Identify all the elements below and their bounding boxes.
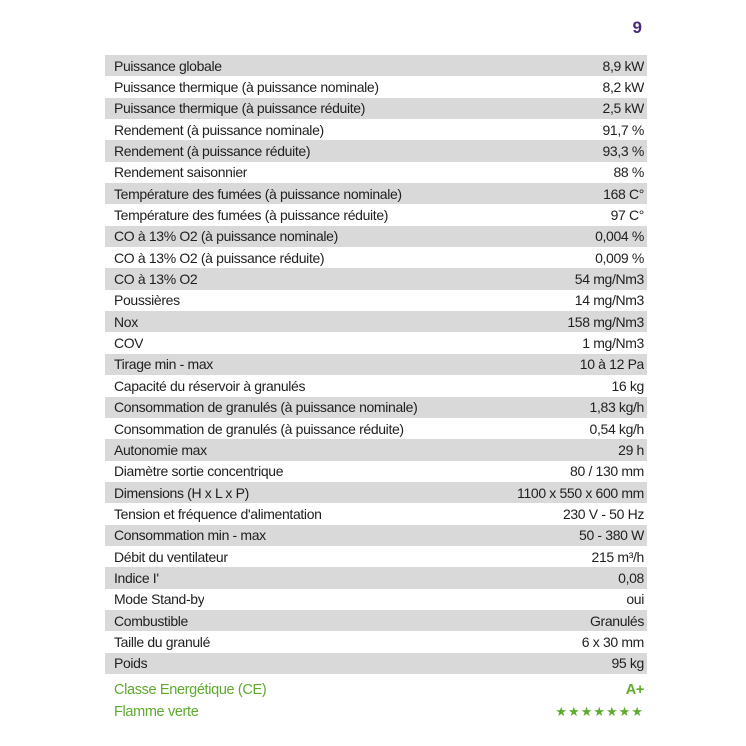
spec-row xyxy=(105,631,647,652)
spec-value: 29 h xyxy=(618,441,644,458)
spec-label: Débit du ventilateur xyxy=(114,548,228,565)
energy-class-label: Classe Energétique (CE) xyxy=(114,682,267,698)
spec-label: Indice I' xyxy=(114,569,159,586)
spec-row xyxy=(105,183,647,204)
spec-row xyxy=(105,140,647,161)
spec-label: Rendement (à puissance nominale) xyxy=(114,121,324,138)
spec-label: Nox xyxy=(114,313,138,330)
spec-row xyxy=(105,204,647,225)
energy-class-value: A+ xyxy=(625,682,644,698)
spec-value: 0,54 kg/h xyxy=(589,420,644,437)
spec-value: 88 % xyxy=(613,164,644,181)
spec-row xyxy=(105,76,647,97)
spec-label: Poids xyxy=(114,655,148,672)
spec-value: 14 mg/Nm3 xyxy=(574,292,644,309)
spec-value: 1100 x 550 x 600 mm xyxy=(517,484,644,501)
spec-row xyxy=(105,332,647,353)
spec-row xyxy=(105,461,647,482)
spec-value: 0,004 % xyxy=(595,228,644,245)
spec-value: 215 m³/h xyxy=(591,548,644,565)
spec-row xyxy=(105,98,647,119)
spec-label: Rendement (à puissance réduite) xyxy=(114,143,311,160)
green-flame-stars-icon: ★★★★★★★ xyxy=(555,704,644,719)
energy-rows xyxy=(105,679,647,723)
spec-row xyxy=(105,439,647,460)
spec-row xyxy=(105,610,647,631)
spec-label: Capacité du réservoir à granulés xyxy=(114,377,306,394)
spec-row xyxy=(105,546,647,567)
spec-value: 50 - 380 W xyxy=(579,527,644,544)
spec-value: 6 x 30 mm xyxy=(581,633,644,650)
energy-class-row xyxy=(105,679,647,701)
spec-value: 158 mg/Nm3 xyxy=(567,313,644,330)
spec-row xyxy=(105,162,647,183)
spec-value: 95 kg xyxy=(611,655,644,672)
spec-value: 54 mg/Nm3 xyxy=(574,271,644,288)
spec-label: CO à 13% O2 (à puissance réduite) xyxy=(114,249,325,266)
spec-row xyxy=(105,354,647,375)
spec-label: Combustible xyxy=(114,612,188,629)
spec-label: Dimensions (H x L x P) xyxy=(114,484,249,501)
spec-label: Puissance thermique (à puissance réduite) xyxy=(114,100,366,117)
spec-value: 230 V - 50 Hz xyxy=(562,505,644,522)
spec-row xyxy=(105,589,647,610)
spec-row xyxy=(105,397,647,418)
spec-value: 0,009 % xyxy=(595,249,644,266)
page-number: 9 xyxy=(632,18,642,37)
spec-value: 10 à 12 Pa xyxy=(579,356,644,373)
spec-value: 1,83 kg/h xyxy=(589,399,644,416)
spec-row xyxy=(105,119,647,140)
spec-label: Température des fumées (à puissance nominale) xyxy=(114,185,402,202)
spec-table xyxy=(105,55,647,674)
spec-value: 16 kg xyxy=(611,377,644,394)
spec-label: Taille du granulé xyxy=(114,633,211,650)
spec-row xyxy=(105,55,647,76)
spec-row xyxy=(105,482,647,503)
spec-row xyxy=(105,418,647,439)
spec-row xyxy=(105,311,647,332)
spec-value: 80 / 130 mm xyxy=(570,463,644,480)
spec-row xyxy=(105,653,647,674)
spec-label: Poussières xyxy=(114,292,180,309)
green-flame-label: Flamme verte xyxy=(114,704,199,720)
spec-value: oui xyxy=(626,591,644,608)
spec-label: Puissance globale xyxy=(114,57,222,74)
spec-row xyxy=(105,290,647,311)
spec-value: 0,08 xyxy=(618,569,644,586)
spec-value: 97 C° xyxy=(610,207,644,224)
spec-label: Puissance thermique (à puissance nominale) xyxy=(114,79,379,96)
spec-value: Granulés xyxy=(589,612,644,629)
spec-label: CO à 13% O2 (à puissance nominale) xyxy=(114,228,338,245)
spec-label: Diamètre sortie concentrique xyxy=(114,463,284,480)
spec-row xyxy=(105,226,647,247)
spec-value: 1 mg/Nm3 xyxy=(582,335,644,352)
spec-value: 8,9 kW xyxy=(602,57,644,74)
spec-row xyxy=(105,247,647,268)
spec-row xyxy=(105,567,647,588)
spec-label: Rendement saisonnier xyxy=(114,164,248,181)
spec-label: Consommation min - max xyxy=(114,527,266,544)
spec-row xyxy=(105,525,647,546)
spec-row xyxy=(105,503,647,524)
spec-label: Mode Stand-by xyxy=(114,591,205,608)
spec-row xyxy=(105,375,647,396)
spec-label: CO à 13% O2 xyxy=(114,271,198,288)
spec-value: 168 C° xyxy=(603,185,644,202)
spec-label: Tension et fréquence d'alimentation xyxy=(114,505,322,522)
green-flame-row xyxy=(105,701,647,723)
spec-value: 8,2 kW xyxy=(602,79,644,96)
spec-label: Température des fumées (à puissance réduite) xyxy=(114,207,389,224)
spec-label: Consommation de granulés (à puissance nominale) xyxy=(114,399,418,416)
spec-label: Consommation de granulés (à puissance réduite) xyxy=(114,420,404,437)
spec-label: COV xyxy=(114,335,144,352)
spec-row xyxy=(105,268,647,289)
spec-value: 2,5 kW xyxy=(602,100,644,117)
spec-label: Autonomie max xyxy=(114,441,207,458)
spec-label: Tirage min - max xyxy=(114,356,213,373)
spec-value: 93,3 % xyxy=(602,143,644,160)
spec-value: 91,7 % xyxy=(602,121,644,138)
